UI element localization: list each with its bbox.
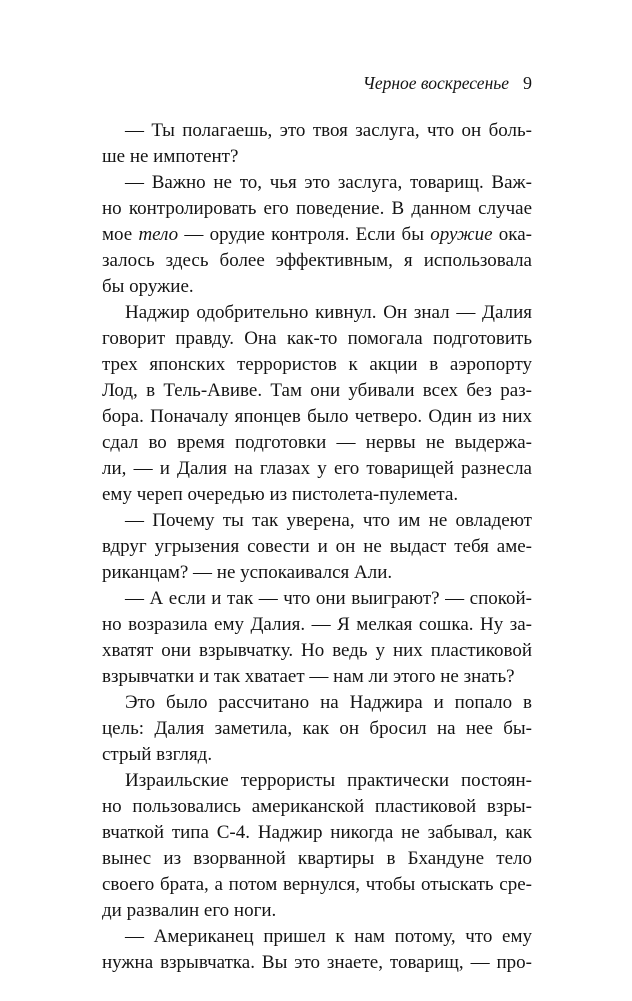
text-run: мое [102, 224, 139, 245]
emphasis-text: оружие [430, 224, 493, 245]
text-line: залось здесь более эффективным, я использовала [102, 250, 532, 271]
text-line: — Ты полагаешь, это твоя заслуга, что он боль- [125, 120, 532, 141]
text-run: ока- [492, 224, 532, 245]
running-head-title: Черное воскресенье [362, 73, 509, 93]
running-head [363, 70, 532, 96]
text-line: цель: Далия заметила, как он бросил на нее бы- [102, 718, 532, 739]
text-line: Это было рассчитано на Наджира и попало в [125, 692, 532, 713]
text-line: Наджир одобрительно кивнул. Он знал — Далия [125, 302, 532, 323]
text-line: но возразила ему Далия. — Я мелкая сошка. Ну за- [102, 614, 532, 635]
text-line: — А если и так — что они выиграют? — спокой- [125, 588, 532, 609]
text-line: — Важно не то, чья это заслуга, товарищ. Важ- [125, 172, 532, 193]
text-line: ше не импотент? [102, 146, 239, 167]
emphasis-text: тело [138, 224, 179, 245]
text-line: но контролировать его поведение. В данном случае [102, 198, 532, 219]
page-number: 9 [523, 73, 532, 93]
text-run: — орудие контроля. Если бы [178, 224, 431, 245]
text-line: своего брата, а потом вернулся, чтобы отыскать сре- [102, 874, 532, 895]
text-line: — Американец пришел к нам потому, что ему [125, 926, 532, 947]
text-line: бора. Поначалу японцев было четверо. Один из них [102, 406, 532, 427]
text-line: Лод, в Тель-Авиве. Там они убивали всех без раз- [102, 380, 532, 401]
text-line: ли, — и Далия на глазах у его товарищей разнесла [102, 458, 532, 479]
text-line: вынес из взорванной квартиры в Бхандуне тело [102, 848, 532, 869]
text-line: ему череп очередью из пистолета-пулемета. [102, 484, 459, 505]
text-line: вчаткой типа С-4. Наджир никогда не забывал, как [102, 822, 532, 843]
text-line: бы оружие. [102, 276, 194, 297]
text-line: сдал во время подготовки — нервы не выдержа- [102, 432, 532, 453]
text-line: риканцам? — не успокаивался Али. [102, 562, 393, 583]
text-line: но пользовались американской пластиковой взры- [102, 796, 532, 817]
text-body [102, 118, 532, 976]
text-line: вдруг угрызения совести и он не выдаст тебя аме- [102, 536, 532, 557]
text-line: взрывчатки и так хватает — нам ли этого не знать? [102, 666, 515, 687]
text-line [102, 222, 532, 248]
text-line: Израильские террористы практически постоян- [125, 770, 532, 791]
text-line: говорит правду. Она как-то помогала подготовить [102, 328, 532, 349]
text-line: стрый взгляд. [102, 744, 213, 765]
text-line: трех японских террористов к акции в аэропорту [102, 354, 532, 375]
text-line: нужна взрывчатка. Вы это знаете, товарищ, — про- [102, 952, 532, 973]
text-line: хватят они взрывчатку. Но ведь у них пластиковой [102, 640, 532, 661]
text-line: ди развалин его ноги. [102, 900, 277, 921]
text-line: — Почему ты так уверена, что им не овладеют [125, 510, 532, 531]
